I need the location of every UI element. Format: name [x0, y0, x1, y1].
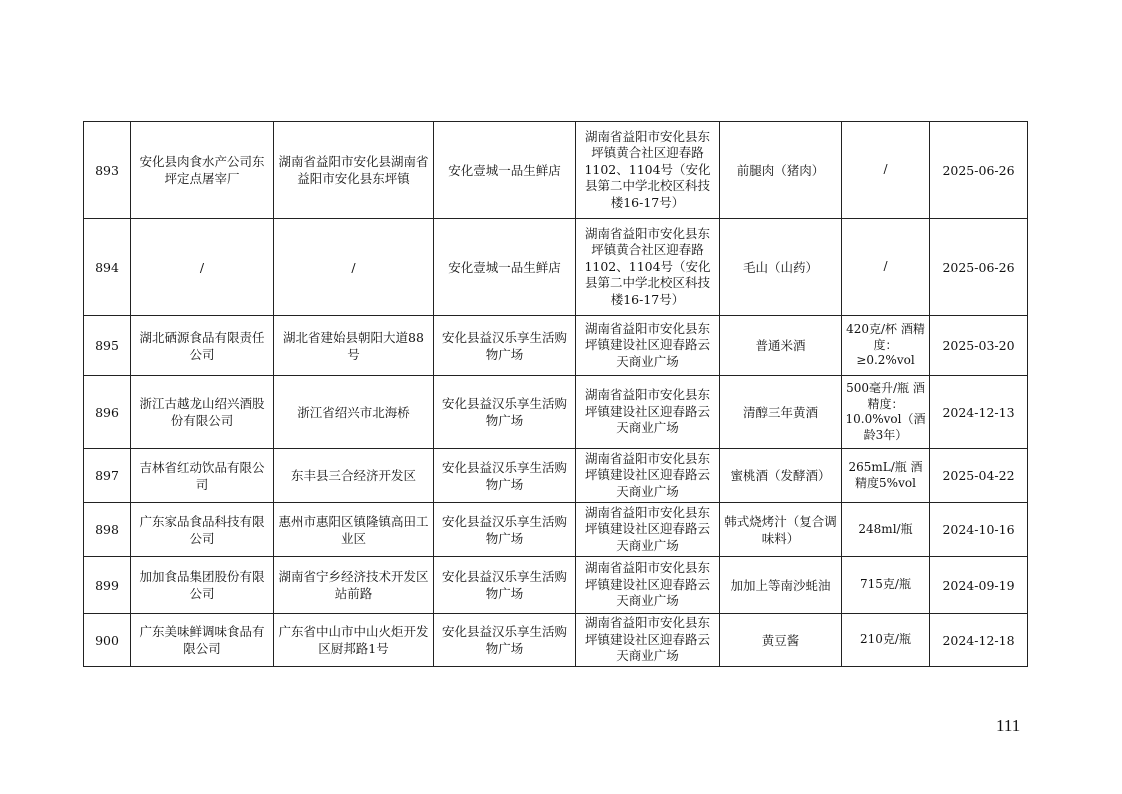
food-name-cell: 清醇三年黄酒: [720, 376, 842, 449]
sampled-unit-address-cell: 湖南省益阳市安化县东坪镇建设社区迎春路云天商业广场: [576, 503, 720, 557]
serial-number-cell: 893: [84, 122, 131, 219]
production-date-cell: 2025-04-22: [930, 449, 1028, 503]
serial-number-cell: 895: [84, 316, 131, 376]
food-name-cell: 前腿肉（猪肉）: [720, 122, 842, 219]
sampled-unit-cell: 安化县益汉乐享生活购物广场: [434, 449, 576, 503]
producer-address-cell: 东丰县三合经济开发区: [274, 449, 434, 503]
producer-address-cell: 湖北省建始县朝阳大道88号: [274, 316, 434, 376]
sampling-results-table: [83, 121, 1028, 667]
specification-cell: 500毫升/瓶 酒精度：10.0%vol（酒龄3年）: [842, 376, 930, 449]
producer-cell: 吉林省红动饮品有限公司: [131, 449, 274, 503]
sampled-unit-cell: 安化县益汉乐享生活购物广场: [434, 316, 576, 376]
sampled-unit-cell: 安化壹城一品生鲜店: [434, 219, 576, 316]
sampled-unit-address-cell: 湖南省益阳市安化县东坪镇建设社区迎春路云天商业广场: [576, 614, 720, 667]
production-date-cell: 2024-12-13: [930, 376, 1028, 449]
serial-number-cell: 894: [84, 219, 131, 316]
food-name-cell: 韩式烧烤汁（复合调味料）: [720, 503, 842, 557]
production-date-cell: 2024-09-19: [930, 557, 1028, 614]
producer-address-cell: 惠州市惠阳区镇隆镇高田工业区: [274, 503, 434, 557]
specification-cell: /: [842, 122, 930, 219]
specification-cell: 420克/杯 酒精度：≥0.2%vol: [842, 316, 930, 376]
producer-cell: 加加食品集团股份有限公司: [131, 557, 274, 614]
production-date-cell: 2025-03-20: [930, 316, 1028, 376]
producer-cell: 广东家品食品科技有限公司: [131, 503, 274, 557]
food-name-cell: 毛山（山药）: [720, 219, 842, 316]
producer-cell: 浙江古越龙山绍兴酒股份有限公司: [131, 376, 274, 449]
production-date-cell: 2024-10-16: [930, 503, 1028, 557]
food-name-cell: 黄豆酱: [720, 614, 842, 667]
producer-address-cell: 湖南省宁乡经济技术开发区站前路: [274, 557, 434, 614]
sampled-unit-address-cell: 湖南省益阳市安化县东坪镇黄合社区迎春路1102、1104号（安化县第二中学北校区科技楼16-17号）: [576, 122, 720, 219]
table-row: [84, 614, 1028, 667]
producer-cell: 湖北硒源食品有限责任公司: [131, 316, 274, 376]
table-row: [84, 122, 1028, 219]
sampled-unit-cell: 安化壹城一品生鲜店: [434, 122, 576, 219]
sampled-unit-cell: 安化县益汉乐享生活购物广场: [434, 503, 576, 557]
specification-cell: 248ml/瓶: [842, 503, 930, 557]
producer-address-cell: 浙江省绍兴市北海桥: [274, 376, 434, 449]
production-date-cell: 2025-06-26: [930, 122, 1028, 219]
serial-number-cell: 897: [84, 449, 131, 503]
production-date-cell: 2024-12-18: [930, 614, 1028, 667]
sampled-unit-cell: 安化县益汉乐享生活购物广场: [434, 557, 576, 614]
sampled-unit-address-cell: 湖南省益阳市安化县东坪镇建设社区迎春路云天商业广场: [576, 557, 720, 614]
serial-number-cell: 896: [84, 376, 131, 449]
specification-cell: 265mL/瓶 酒精度5%vol: [842, 449, 930, 503]
table-row: [84, 449, 1028, 503]
producer-address-cell: /: [274, 219, 434, 316]
sampled-unit-address-cell: 湖南省益阳市安化县东坪镇建设社区迎春路云天商业广场: [576, 316, 720, 376]
table-row: [84, 219, 1028, 316]
sampled-unit-cell: 安化县益汉乐享生活购物广场: [434, 614, 576, 667]
specification-cell: /: [842, 219, 930, 316]
sampled-unit-address-cell: 湖南省益阳市安化县东坪镇黄合社区迎春路1102、1104号（安化县第二中学北校区科技楼16-17号）: [576, 219, 720, 316]
specification-cell: 210克/瓶: [842, 614, 930, 667]
specification-cell: 715克/瓶: [842, 557, 930, 614]
sampled-unit-cell: 安化县益汉乐享生活购物广场: [434, 376, 576, 449]
food-name-cell: 加加上等南沙蚝油: [720, 557, 842, 614]
food-name-cell: 蜜桃酒（发酵酒）: [720, 449, 842, 503]
producer-address-cell: 湖南省益阳市安化县湖南省益阳市安化县东坪镇: [274, 122, 434, 219]
page-number: 111: [996, 716, 1021, 735]
serial-number-cell: 898: [84, 503, 131, 557]
producer-cell: /: [131, 219, 274, 316]
table-row: [84, 376, 1028, 449]
table-body: [84, 122, 1028, 667]
table-row: [84, 557, 1028, 614]
sampled-unit-address-cell: 湖南省益阳市安化县东坪镇建设社区迎春路云天商业广场: [576, 376, 720, 449]
table-row: [84, 503, 1028, 557]
serial-number-cell: 899: [84, 557, 131, 614]
producer-address-cell: 广东省中山市中山火炬开发区厨邦路1号: [274, 614, 434, 667]
table-row: [84, 316, 1028, 376]
food-name-cell: 普通米酒: [720, 316, 842, 376]
producer-cell: 安化县肉食水产公司东坪定点屠宰厂: [131, 122, 274, 219]
serial-number-cell: 900: [84, 614, 131, 667]
production-date-cell: 2025-06-26: [930, 219, 1028, 316]
producer-cell: 广东美味鲜调味食品有限公司: [131, 614, 274, 667]
sampled-unit-address-cell: 湖南省益阳市安化县东坪镇建设社区迎春路云天商业广场: [576, 449, 720, 503]
